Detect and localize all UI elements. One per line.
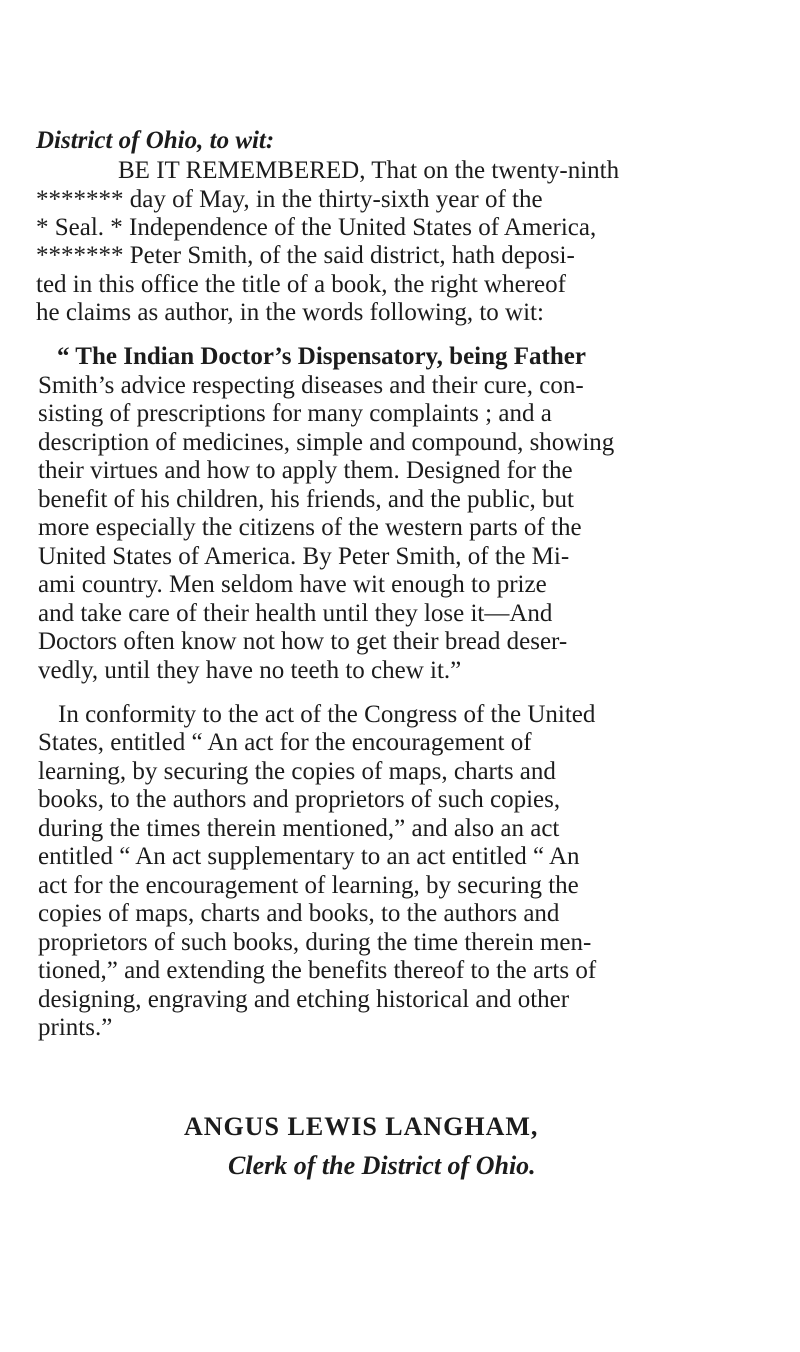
certificate-line-4: ******* Peter Smith, of the said district, hath deposi- (36, 242, 575, 269)
title-line-3: sisting of prescriptions for many complaints ; and a (38, 400, 552, 427)
title-line-12: vedly, until they have no teeth to chew it.” (38, 657, 462, 684)
conformity-line-1: In conformity to the act of the Congress of the United (58, 701, 596, 728)
title-line-5: their virtues and how to apply them. Designed for the (38, 457, 573, 484)
conformity-line-7: act for the encouragement of learning, by securing the (38, 872, 579, 899)
title-line-10: and take care of their health until they lose it—And (38, 600, 553, 627)
clerk-signature: ANGUS LEWIS LANGHAM, (184, 1112, 539, 1141)
certificate-line-2: ******* day of May, in the thirty-sixth year of the (36, 186, 543, 213)
conformity-line-3: learning, by securing the copies of maps, charts and (38, 758, 556, 785)
certificate-line-3: * Seal. * Independence of the United States of America, (36, 214, 597, 241)
title-line-7: more especially the citizens of the western parts of the (38, 514, 582, 541)
conformity-line-9: proprietors of such books, during the time therein men- (38, 929, 592, 956)
title-line-1: “ The Indian Doctor’s Dispensatory, being Father (57, 343, 586, 370)
conformity-line-12: prints.” (38, 1014, 113, 1041)
title-line-6: benefit of his children, his friends, and the public, but (38, 486, 574, 513)
certificate-line-5: ted in this office the title of a book, the right whereof (36, 271, 566, 298)
certificate-line-1: BE IT REMEMBERED, That on the twenty-ninth (118, 157, 620, 184)
conformity-line-11: designing, engraving and etching historical and other (38, 986, 570, 1013)
conformity-line-4: books, to the authors and proprietors of such copies, (38, 786, 561, 813)
conformity-line-10: tioned,” and extending the benefits thereof to the arts of (38, 957, 597, 984)
title-line-4: description of medicines, simple and compound, showing (38, 429, 615, 456)
title-line-8: United States of America. By Peter Smith, of the Mi- (38, 543, 570, 570)
title-line-2: Smith’s advice respecting diseases and their cure, con- (38, 372, 584, 399)
clerk-title: Clerk of the District of Ohio. (228, 1151, 536, 1180)
conformity-line-6: entitled “ An act supplementary to an act entitled “ An (38, 843, 580, 870)
conformity-line-2: States, entitled “ An act for the encouragement of (38, 729, 532, 756)
conformity-line-5: during the times therein mentioned,” and also an act (38, 815, 560, 842)
conformity-line-8: copies of maps, charts and books, to the authors and (38, 900, 560, 927)
title-line-9: ami country. Men seldom have wit enough to prize (38, 571, 547, 598)
certificate-line-6: he claims as author, in the words following, to wit: (36, 299, 544, 326)
district-heading: District of Ohio, to wit: (36, 127, 275, 154)
title-line-11: Doctors often know not how to get their bread deser- (38, 628, 568, 655)
